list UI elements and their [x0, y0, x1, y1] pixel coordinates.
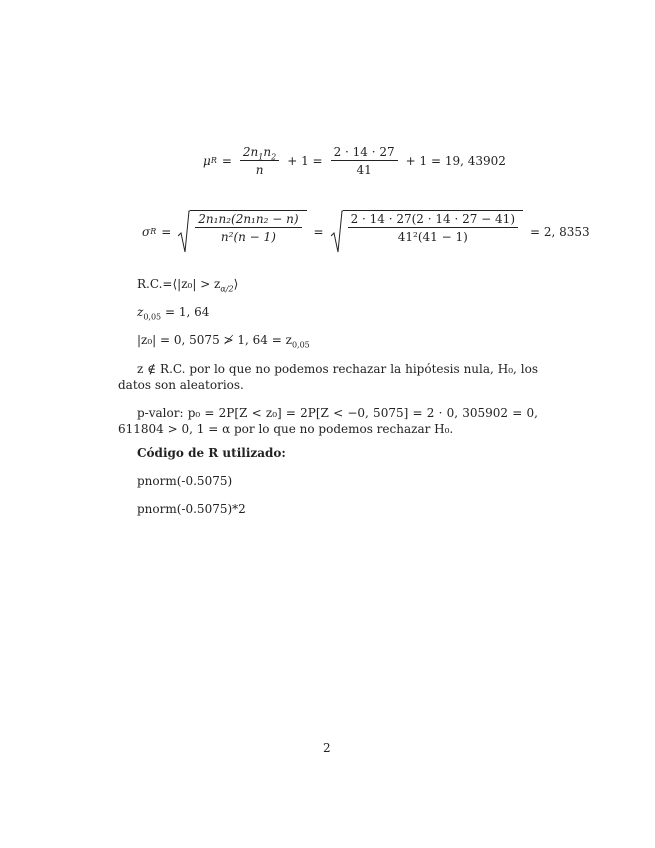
sigma-fraction-1-numerator: 2n₁n₂(2n₁n₂ − n): [195, 213, 301, 228]
rc-subscript: α/2: [220, 284, 234, 294]
code-line-2: pnorm(-0.5075)*2: [137, 502, 246, 516]
sigma-result: = 2, 8353: [530, 225, 590, 239]
mu-fraction-1-numerator: $2n_1n_2$: [240, 146, 279, 161]
sigma-fraction-2-numerator: 2 · 14 · 27(2 · 14 · 27 − 41): [348, 213, 518, 228]
z-symbol: z: [137, 305, 144, 319]
abs-z-line: [137, 333, 310, 348]
radical-sign-icon: [331, 210, 343, 254]
rc-text: R.C.=⟨|z₀| > z: [137, 277, 221, 291]
mu-fraction-2-numerator: 2 · 14 · 27: [331, 146, 398, 161]
code-line-1: pnorm(-0.5075): [137, 474, 233, 488]
sigma-equation: σ R = $\frac{\text{2n₁n₂(2n₁n₂ − n)}}{\text{n²(n − 1)}}$ = $\frac{2 \cdot 14 \cdot 27(2 \cdot 14 \cdot 27 - 41)}{\text{41²(41 − 1)}}$ = 2, 8353: [142, 210, 590, 254]
sigma-sqrt-1: [178, 210, 306, 254]
mu-fraction-1-denominator: n: [255, 163, 264, 177]
rc-line: R.C.=⟨|z₀| > $z_{\alpha/2}⟩$: [137, 277, 239, 294]
sigma-fraction-1-denominator: n²(n − 1): [220, 230, 276, 244]
sigma-fraction-2: [348, 213, 518, 243]
abs-z-text: |z₀| = 0, 5075 ≯ 1, 64 = z: [137, 333, 292, 347]
z-value: = 1, 64: [161, 305, 210, 319]
code-heading: Código de R utilizado:: [137, 446, 286, 460]
abs-z-subscript: 0,05: [291, 340, 310, 350]
mu-fraction-1: [240, 146, 279, 176]
page-number: 2: [323, 741, 331, 755]
p-value-paragraph: p-valor: p₀ = 2P[Z < z₀] = 2P[Z < −0, 5075] = 2 · 0, 305902 = 0, 611804 > 0, 1 = α por lo que no podemos rechazar H₀.: [118, 406, 538, 436]
mu-label: μ: [203, 154, 211, 168]
sigma-label: σ: [142, 225, 151, 239]
sigma-sqrt-2: [331, 210, 523, 254]
sigma-fraction-2-denominator: 41²(41 − 1): [397, 230, 468, 244]
mu-equation: μ R = $\frac{2n_1n_2}{n}$ + 1 = $\frac{2 \cdot 14 \cdot 27}{41}$ + 1 = 19, 43902: [203, 145, 506, 177]
mu-fraction-2-denominator: 41: [356, 163, 372, 177]
sigma-fraction-1: [195, 213, 301, 243]
mu-result: + 1 = 19, 43902: [405, 154, 506, 168]
mu-fraction-2: [331, 146, 398, 176]
mu-plus-one: + 1 =: [287, 154, 323, 168]
radical-sign-icon: [178, 210, 190, 254]
z-critical-line: [137, 305, 209, 320]
z-subscript: 0,05: [143, 312, 162, 322]
conclusion-paragraph: z ∉ R.C. por lo que no podemos rechazar la hipótesis nula, H₀, los datos son aleatorios.: [118, 362, 538, 392]
